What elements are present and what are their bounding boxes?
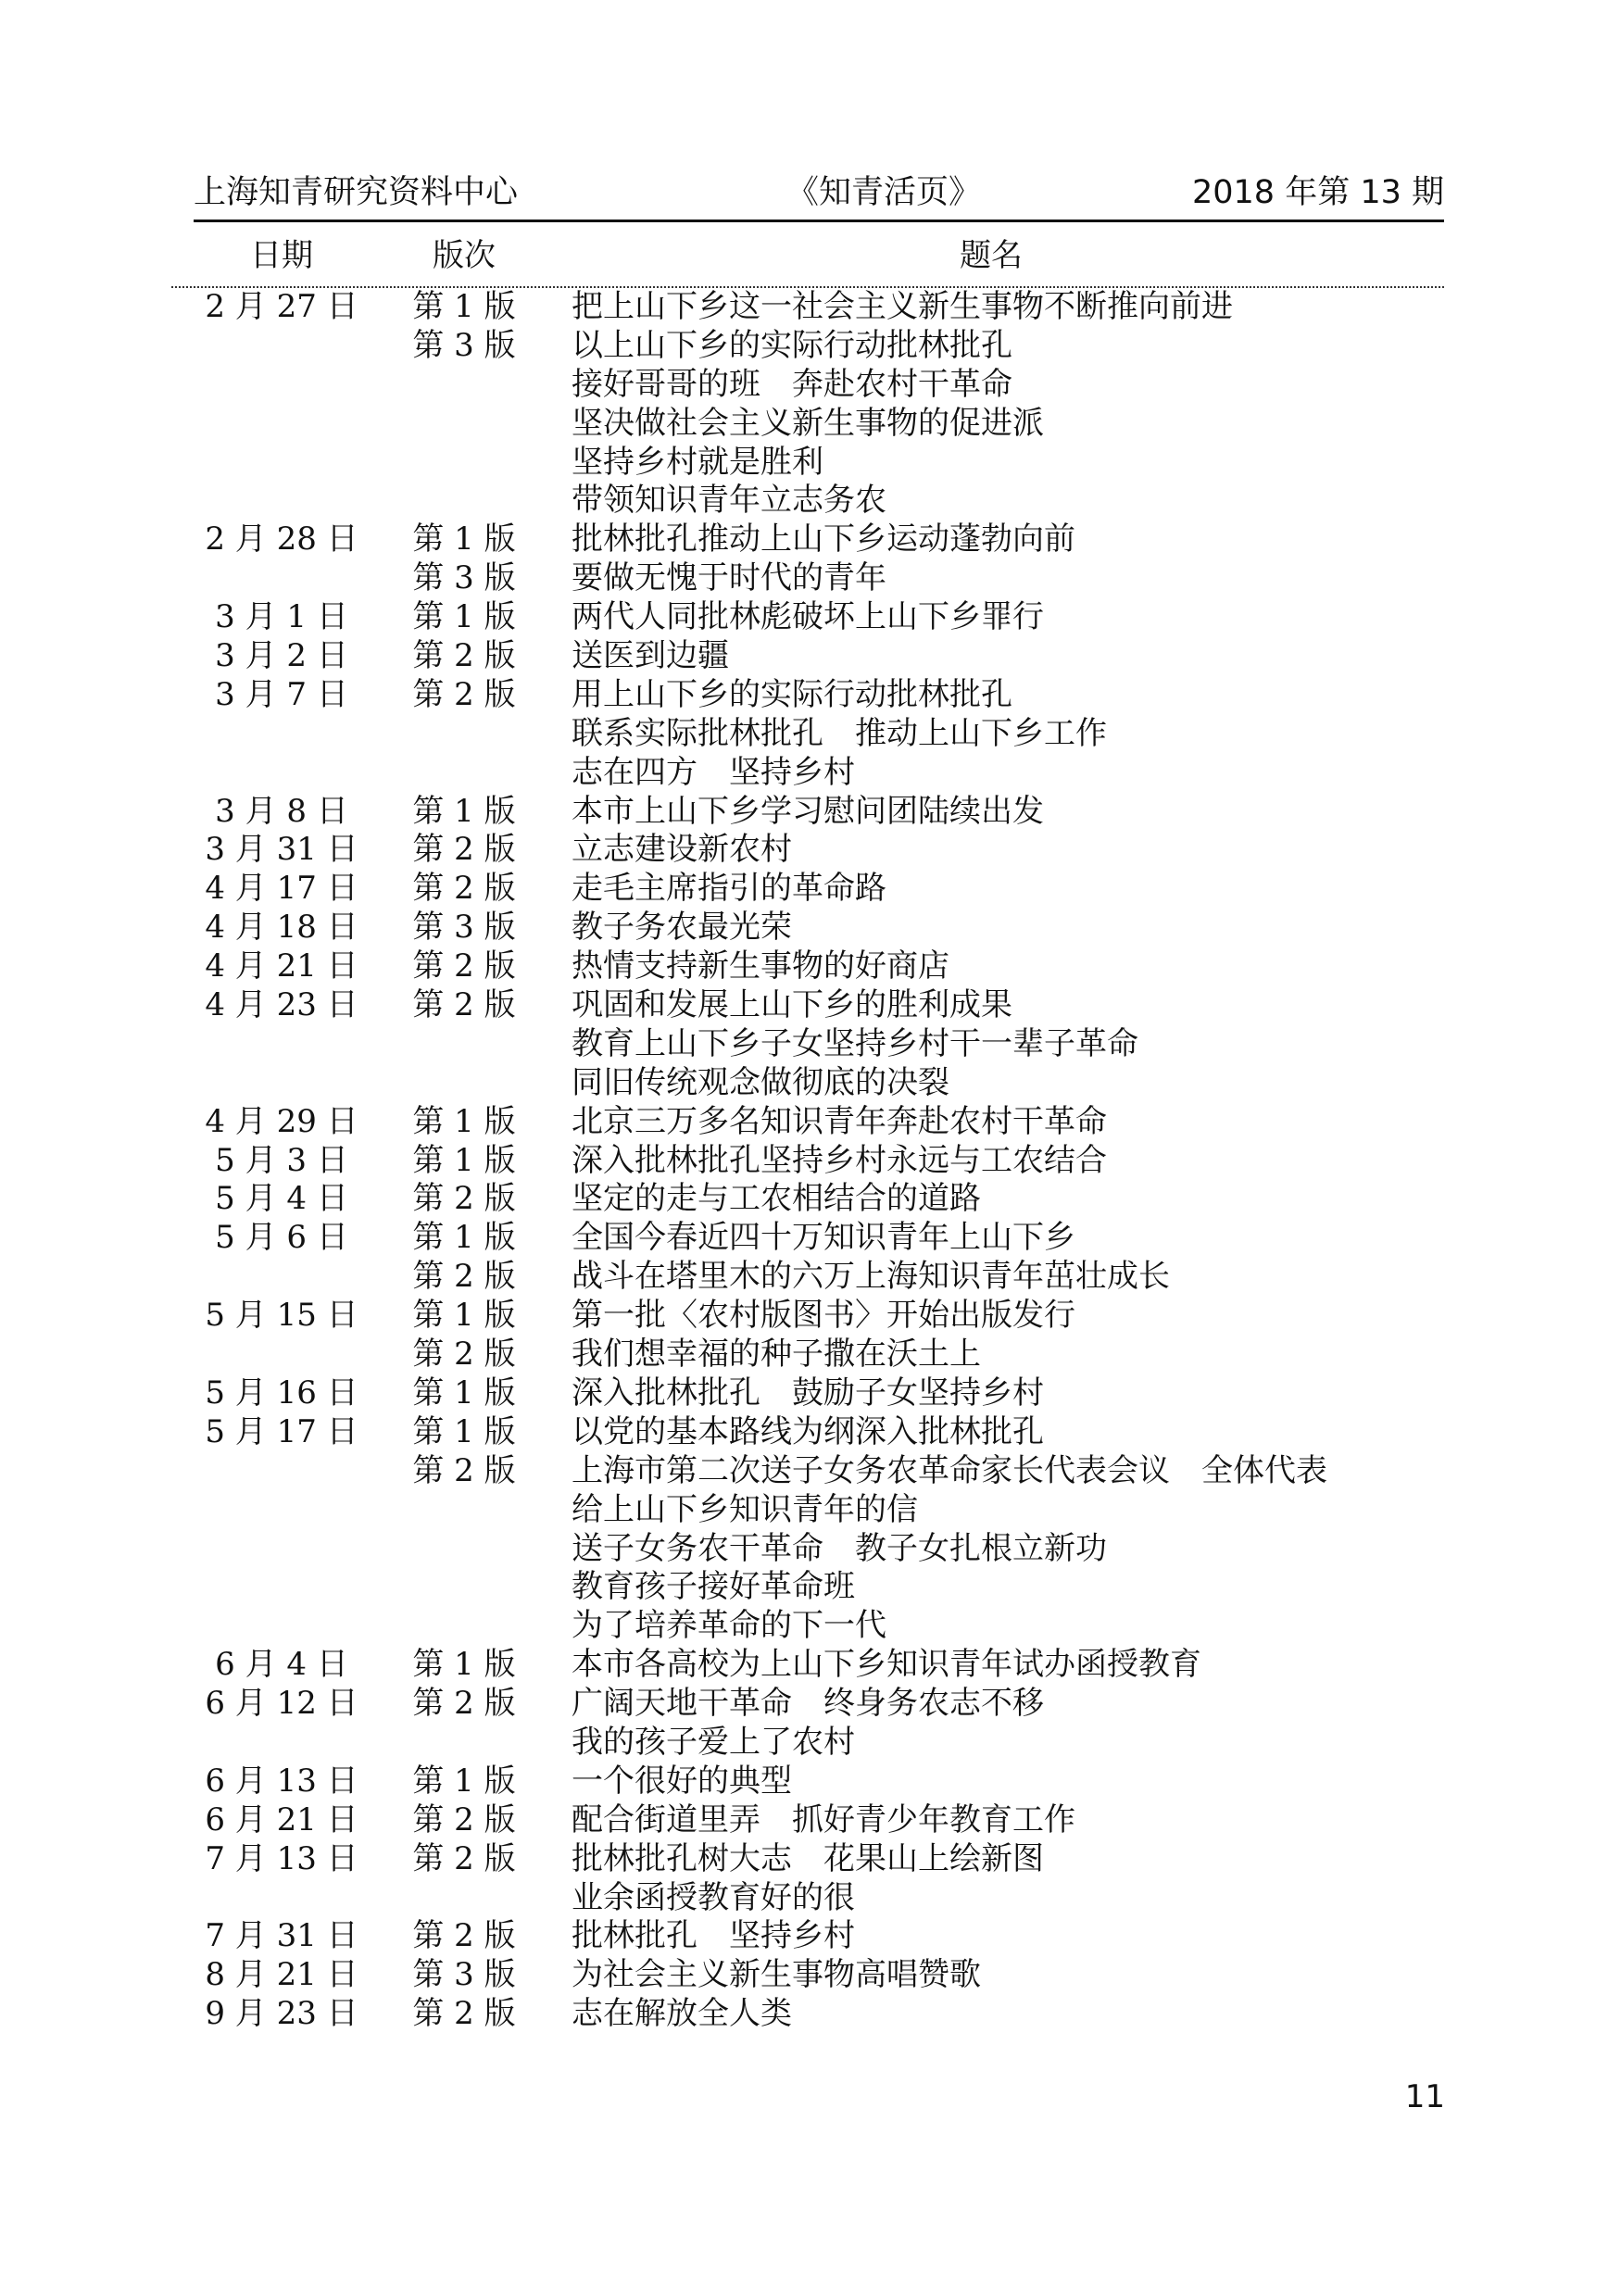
row-title: 本市各高校为上山下乡知识青年试办函授教育 [572,1646,1201,1684]
row-title: 以党的基本路线为纲深入批林批孔 [572,1412,1044,1450]
row-title: 坚定的走与工农相结合的道路 [572,1180,981,1218]
row-date: 2 月 27 日 [205,288,358,325]
row-title: 立志建设新农村 [572,831,792,869]
table-row [0,1491,1621,1530]
row-title: 批林批孔树大志 花果山上绘新图 [572,1839,1044,1877]
row-title: 志在解放全人类 [572,1995,792,2033]
table-row [0,947,1621,986]
table-row [0,482,1621,521]
table-row [0,288,1621,327]
row-date: 5 月 17 日 [205,1412,358,1450]
row-title: 配合街道里弄 抓好青少年教育工作 [572,1800,1075,1838]
table-row [0,1995,1621,2034]
row-edition: 第 1 版 [412,1141,516,1179]
row-edition: 第 1 版 [412,792,516,830]
header-rule [194,220,1444,222]
row-date: 5 月 3 日 [215,1141,348,1179]
table-row [0,1917,1621,1956]
row-date: 5 月 16 日 [205,1374,358,1411]
table-row [0,1258,1621,1297]
table-row [0,521,1621,559]
row-date: 4 月 17 日 [205,870,358,908]
row-date: 2 月 28 日 [205,521,358,558]
row-date: 4 月 18 日 [205,909,358,947]
table-row [0,1103,1621,1142]
row-edition: 第 1 版 [412,1374,516,1411]
table-row [0,676,1621,715]
row-edition: 第 2 版 [412,1685,516,1723]
row-title: 教育上山下乡子女坚持乡村干一辈子革命 [572,1024,1138,1062]
row-title: 要做无愧于时代的青年 [572,559,886,597]
row-title: 第一批〈农村版图书〉开始出版发行 [572,1297,1075,1335]
table-row [0,909,1621,947]
header-organization: 上海知青研究资料中心 [194,174,519,211]
row-date: 5 月 4 日 [215,1180,348,1218]
row-title: 接好哥哥的班 奔赴农村干革命 [572,365,1012,403]
row-date: 3 月 31 日 [205,831,358,869]
row-title: 战斗在塔里木的六万上海知识青年茁壮成长 [572,1258,1170,1296]
row-date: 3 月 1 日 [215,598,348,636]
table-row [0,715,1621,754]
table-row [0,1956,1621,1995]
row-edition: 第 2 版 [412,675,516,713]
table-row [0,405,1621,444]
row-edition: 第 2 版 [412,831,516,869]
row-edition: 第 3 版 [412,559,516,597]
row-edition: 第 2 版 [412,1180,516,1218]
row-date: 3 月 7 日 [215,675,348,713]
row-title: 上海市第二次送子女务农革命家长代表会议 全体代表 [572,1451,1327,1489]
table-row [0,986,1621,1025]
row-edition: 第 2 版 [412,1800,516,1838]
page-number: 11 [1404,2078,1445,2115]
column-header-date: 日期 [250,237,313,274]
row-title: 我们想幸福的种子撒在沃土上 [572,1336,981,1374]
row-date: 5 月 6 日 [215,1219,348,1257]
table-row [0,1219,1621,1258]
row-title: 送医到边疆 [572,637,729,675]
row-title: 教子务农最光荣 [572,909,792,947]
row-title: 把上山下乡这一社会主义新生事物不断推向前进 [572,288,1233,325]
page-header [194,159,1444,215]
table-row [0,1879,1621,1918]
row-date: 6 月 13 日 [205,1762,358,1800]
table-row [0,793,1621,832]
row-edition: 第 1 版 [412,1412,516,1450]
table-row [0,1374,1621,1413]
row-edition: 第 2 版 [412,1451,516,1489]
row-edition: 第 1 版 [412,1646,516,1684]
table-row [0,598,1621,637]
row-title: 两代人同批林彪破坏上山下乡罪行 [572,598,1044,636]
row-title: 深入批林批孔坚持乡村永远与工农结合 [572,1141,1107,1179]
table-row [0,1025,1621,1064]
table-row [0,559,1621,598]
table-row [0,1530,1621,1569]
row-edition: 第 2 版 [412,1839,516,1877]
row-title: 为了培养革命的下一代 [572,1607,886,1645]
row-title: 批林批孔 坚持乡村 [572,1917,855,1955]
row-title: 深入批林批孔 鼓励子女坚持乡村 [572,1374,1044,1411]
row-edition: 第 3 版 [412,326,516,364]
row-date: 7 月 13 日 [205,1839,358,1877]
row-title: 为社会主义新生事物高唱赞歌 [572,1956,981,1994]
table-row [0,1180,1621,1219]
row-date: 6 月 21 日 [205,1800,358,1838]
row-edition: 第 2 版 [412,1995,516,2033]
row-title: 走毛主席指引的革命路 [572,870,886,908]
row-edition: 第 1 版 [412,1762,516,1800]
table-row [0,366,1621,405]
row-edition: 第 3 版 [412,1956,516,1994]
table-row [0,444,1621,483]
row-date: 5 月 15 日 [205,1297,358,1335]
table-row [0,870,1621,909]
row-date: 4 月 21 日 [205,947,358,985]
row-title: 业余函授教育好的很 [572,1878,855,1916]
article-index-table [0,288,1621,2034]
table-row [0,1685,1621,1724]
row-edition: 第 2 版 [412,1917,516,1955]
column-header-edition: 版次 [433,237,496,274]
table-row [0,1297,1621,1336]
header-publication-title: 《知青活页》 [786,174,982,211]
table-row [0,831,1621,870]
row-edition: 第 1 版 [412,1219,516,1257]
row-title: 全国今春近四十万知识青年上山下乡 [572,1219,1075,1257]
row-title: 联系实际批林批孔 推动上山下乡工作 [572,714,1107,752]
table-row [0,1568,1621,1607]
row-title: 北京三万多名知识青年奔赴农村干革命 [572,1102,1107,1140]
row-title: 以上山下乡的实际行动批林批孔 [572,326,1012,364]
table-row [0,1801,1621,1840]
row-title: 教育孩子接好革命班 [572,1568,855,1606]
table-row [0,1607,1621,1646]
row-edition: 第 1 版 [412,1297,516,1335]
row-date: 3 月 8 日 [215,792,348,830]
row-title: 批林批孔推动上山下乡运动蓬勃向前 [572,521,1075,558]
row-title: 巩固和发展上山下乡的胜利成果 [572,986,1012,1024]
row-title: 志在四方 坚持乡村 [572,753,855,791]
row-title: 本市上山下乡学习慰问团陆续出发 [572,792,1044,830]
row-title: 热情支持新生事物的好商店 [572,947,949,985]
row-date: 6 月 4 日 [215,1646,348,1684]
row-date: 4 月 29 日 [205,1102,358,1140]
table-row [0,1724,1621,1763]
row-date: 8 月 21 日 [205,1956,358,1994]
row-edition: 第 2 版 [412,986,516,1024]
table-row [0,327,1621,366]
row-date: 3 月 2 日 [215,637,348,675]
row-title: 广阔天地干革命 终身务农志不移 [572,1685,1044,1723]
row-edition: 第 1 版 [412,521,516,558]
table-row [0,1840,1621,1879]
header-issue: 2018 年第 13 期 [1192,174,1444,211]
row-edition: 第 2 版 [412,637,516,675]
row-edition: 第 2 版 [412,1336,516,1374]
row-title: 一个很好的典型 [572,1762,792,1800]
row-date: 6 月 12 日 [205,1685,358,1723]
row-title: 我的孩子爱上了农村 [572,1723,855,1761]
table-row [0,1452,1621,1491]
row-date: 7 月 31 日 [205,1917,358,1955]
row-edition: 第 2 版 [412,870,516,908]
row-date: 9 月 23 日 [205,1995,358,2033]
table-row [0,754,1621,793]
table-row [0,1336,1621,1374]
row-title: 给上山下乡知识青年的信 [572,1490,918,1528]
row-title: 同旧传统观念做彻底的决裂 [572,1063,949,1101]
table-row [0,1142,1621,1181]
row-title: 坚持乡村就是胜利 [572,443,823,481]
table-row [0,1064,1621,1103]
row-edition: 第 1 版 [412,288,516,325]
row-title: 坚决做社会主义新生事物的促进派 [572,404,1044,442]
row-edition: 第 1 版 [412,1102,516,1140]
table-row [0,1413,1621,1452]
column-header-title: 题名 [960,237,1023,274]
table-row [0,1763,1621,1801]
row-title: 用上山下乡的实际行动批林批孔 [572,675,1012,713]
table-row [0,1646,1621,1685]
table-row [0,637,1621,676]
row-title: 带领知识青年立志务农 [572,482,886,520]
row-date: 4 月 23 日 [205,986,358,1024]
row-edition: 第 2 版 [412,947,516,985]
row-edition: 第 1 版 [412,598,516,636]
row-edition: 第 3 版 [412,909,516,947]
row-title: 送子女务农干革命 教子女扎根立新功 [572,1529,1107,1567]
row-edition: 第 2 版 [412,1258,516,1296]
